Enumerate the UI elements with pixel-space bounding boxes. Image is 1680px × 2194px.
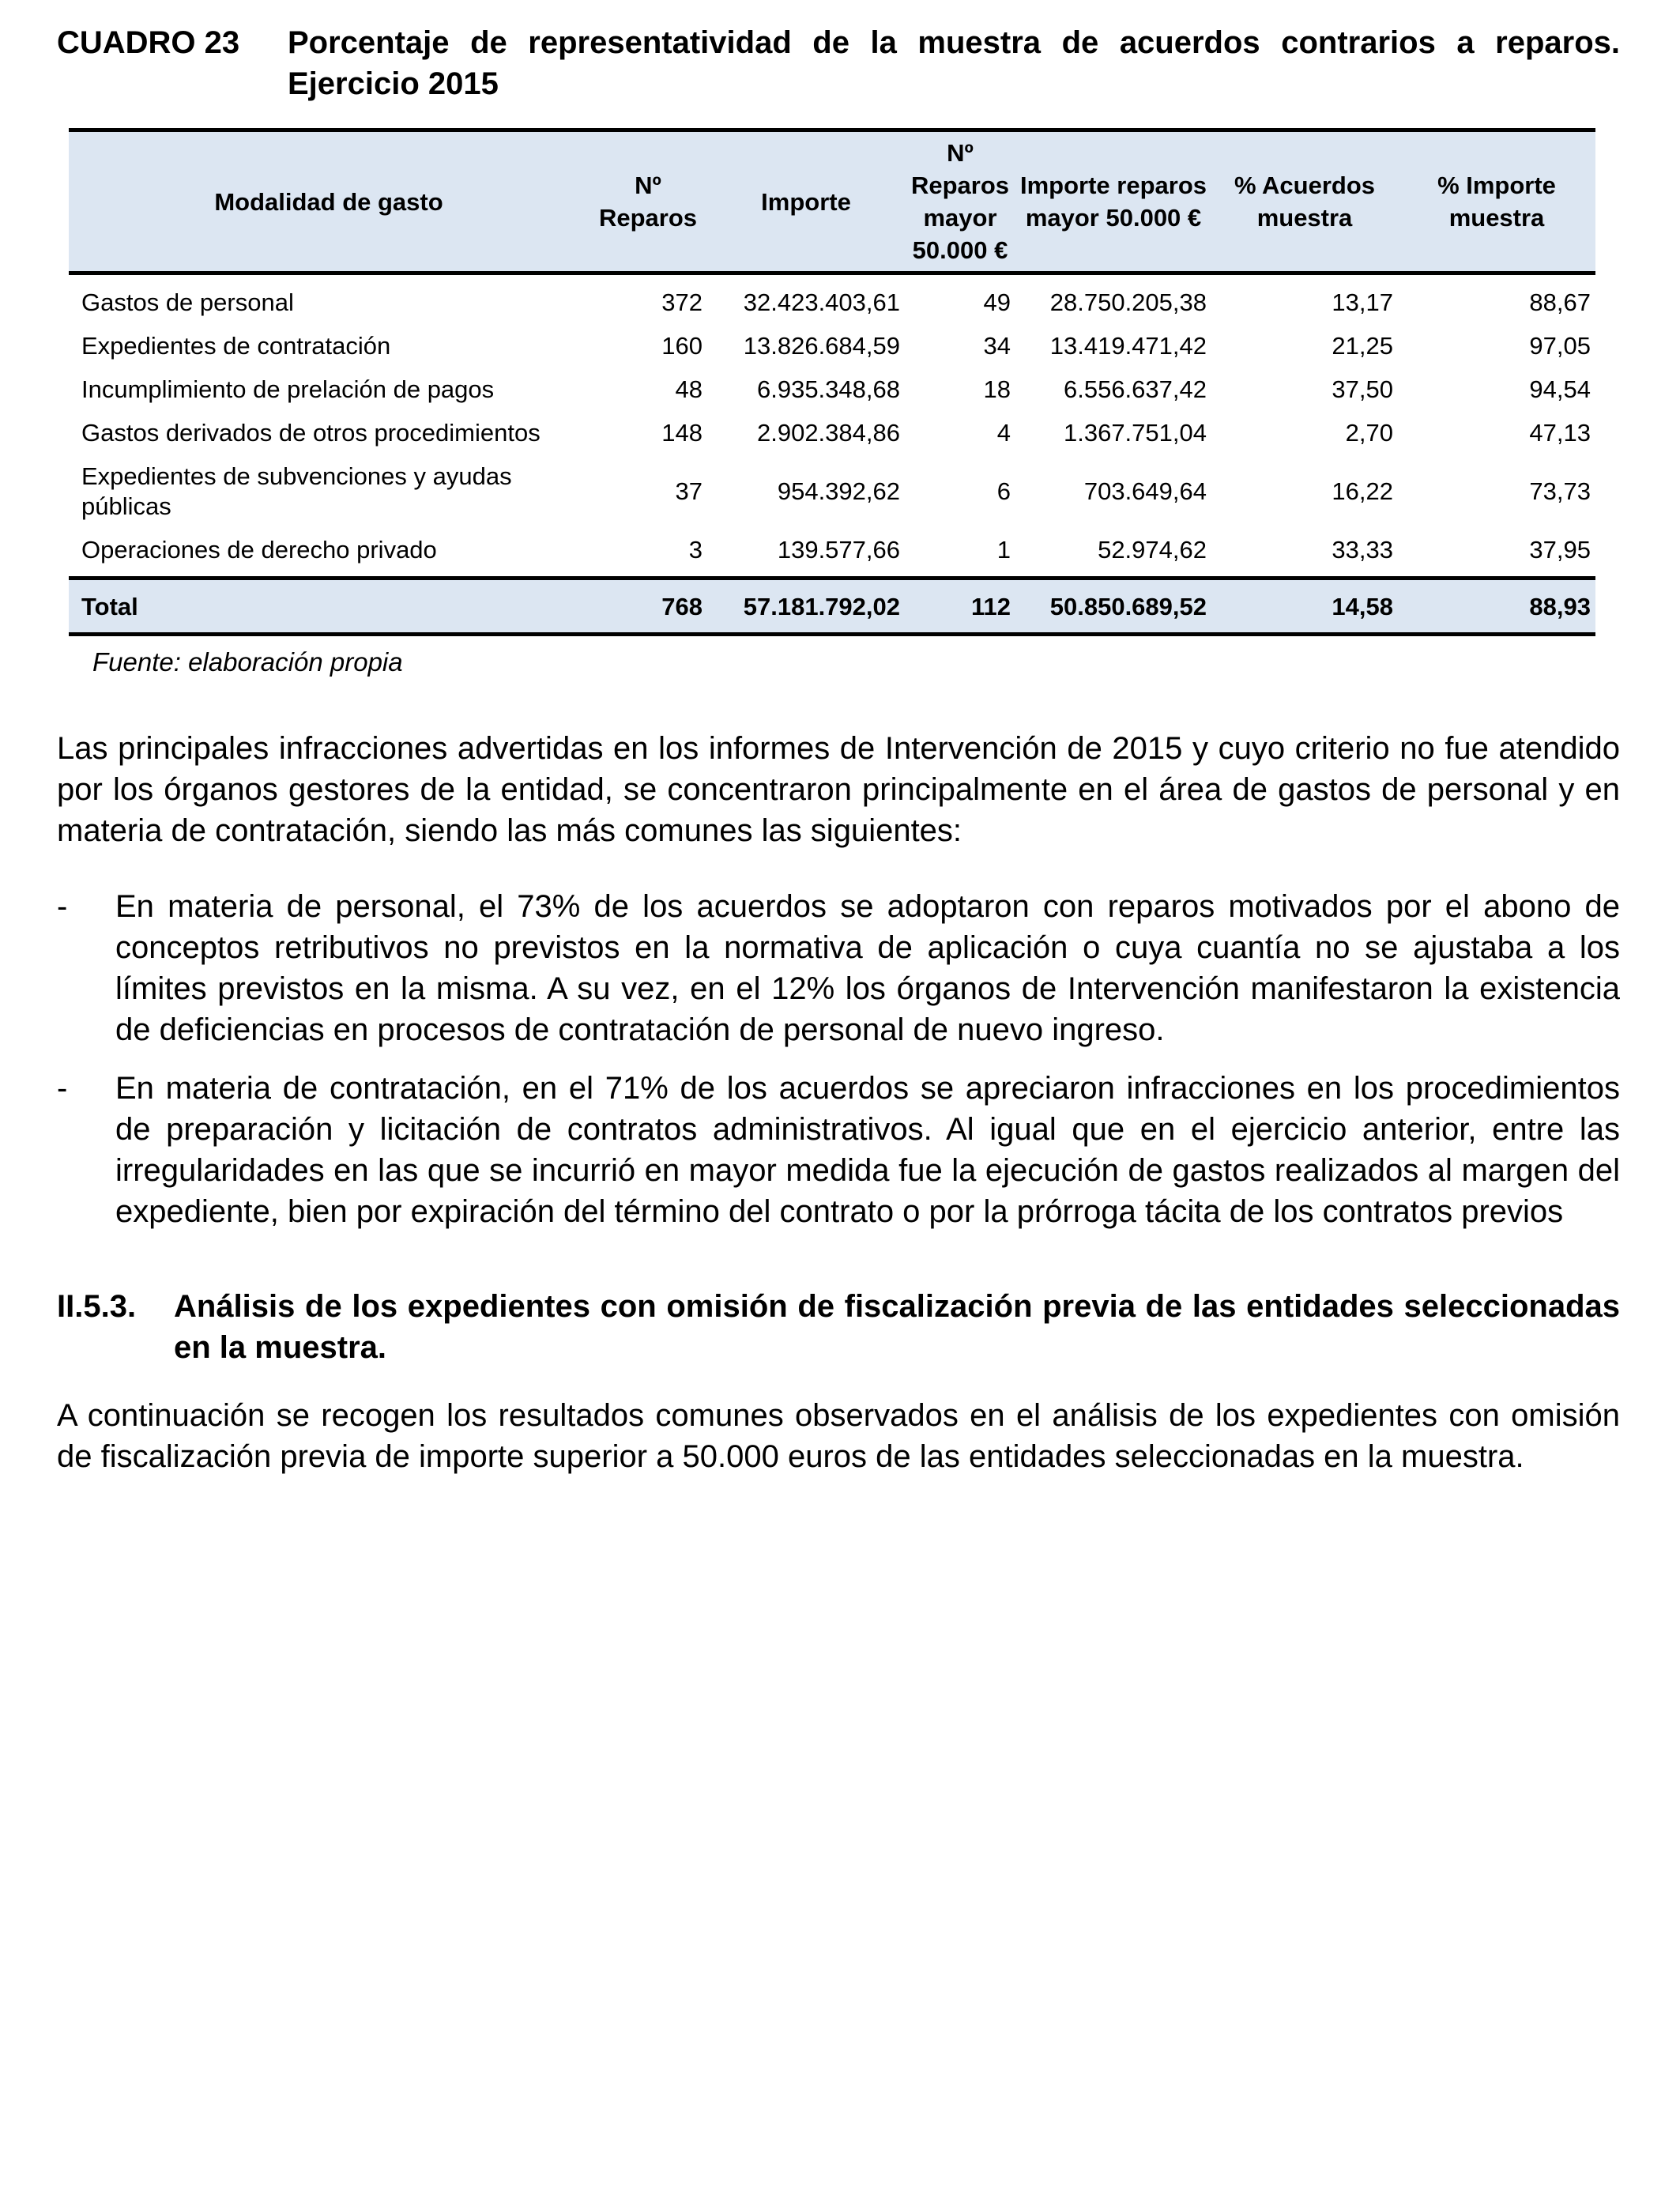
header-modalidad: Modalidad de gasto bbox=[69, 130, 589, 273]
cell-pct-acuerdos: 2,70 bbox=[1345, 419, 1393, 447]
cell-pct-importe: 88,67 bbox=[1529, 288, 1591, 316]
caption-label: CUADRO 23 bbox=[57, 25, 240, 60]
cell-pct-importe: 94,54 bbox=[1529, 375, 1591, 403]
table-footer bbox=[69, 579, 1595, 635]
cell-n-reparos-mayor: 49 bbox=[983, 288, 1011, 316]
header-importe: Importe bbox=[707, 130, 905, 273]
cell-n-reparos-mayor: 34 bbox=[983, 332, 1011, 360]
cell-pct-acuerdos: 16,22 bbox=[1332, 477, 1393, 505]
cell-importe: 2.902.384,86 bbox=[756, 419, 900, 447]
data-table-container bbox=[69, 128, 1595, 679]
bullet-item bbox=[57, 886, 1620, 1050]
bullet-text: En materia de contratación, en el 71% de los acuerdos se apreciaron infracciones en los procedimientos de preparación y licitación de contratos administrativos. Al igual que en el ejercicio anterior, entre las irregularidades en las que se incurrió en mayor medida fue la ejecución de gastos realizados al margen del expediente, bien por expiración del término del contrato o por la prórroga tácita de los contratos previos bbox=[115, 1071, 1620, 1229]
header-n-reparos: Nº Reparos bbox=[589, 130, 707, 273]
cell-n-reparos: 148 bbox=[661, 419, 703, 447]
cell-n-reparos: 37 bbox=[675, 477, 703, 505]
table-row bbox=[69, 527, 1595, 579]
bullet-text: En materia de personal, el 73% de los acuerdos se adoptaron con reparos motivados por el abono de conceptos retributivos no previstos en la normativa de aplicación o cuya cuantía no se ajustaba a los límites previstos en la misma. A su vez, en el 12% los órganos de Intervención manifestaron la existencia de deficiencias en procesos de contratación de personal de nuevo ingreso. bbox=[115, 889, 1620, 1047]
cell-n-reparos-mayor: 6 bbox=[996, 477, 1011, 505]
cell-n-reparos: 372 bbox=[661, 288, 703, 316]
cell-n-reparos-mayor: 1 bbox=[996, 536, 1011, 564]
total-label: Total bbox=[69, 579, 589, 635]
bullet-dash: - bbox=[57, 1071, 68, 1106]
section-heading bbox=[57, 1286, 1620, 1368]
bullet-list bbox=[57, 886, 1620, 1232]
cell-importe-mayor: 28.750.205,38 bbox=[1049, 288, 1207, 316]
cell-name: Gastos de personal bbox=[81, 288, 294, 316]
table-body bbox=[69, 273, 1595, 579]
section-title: Análisis de los expedientes con omisión de fiscalización previa de las entidades seleccionadas en la muestra. bbox=[174, 1289, 1620, 1365]
cell-pct-importe: 37,95 bbox=[1529, 536, 1591, 564]
cell-pct-acuerdos: 21,25 bbox=[1332, 332, 1393, 360]
table-row bbox=[69, 410, 1595, 454]
cell-importe: 139.577,66 bbox=[777, 536, 900, 564]
bullet-item bbox=[57, 1068, 1620, 1232]
cell-pct-importe: 47,13 bbox=[1529, 419, 1591, 447]
total-pct-importe: 88,93 bbox=[1398, 579, 1595, 635]
cell-pct-acuerdos: 13,17 bbox=[1332, 288, 1393, 316]
cell-pct-importe: 97,05 bbox=[1529, 332, 1591, 360]
header-pct-acuerdos: % Acuerdos muestra bbox=[1211, 130, 1398, 273]
table-caption bbox=[57, 22, 1620, 104]
total-n-reparos-mayor: 112 bbox=[905, 579, 1015, 635]
cell-pct-acuerdos: 37,50 bbox=[1332, 375, 1393, 403]
total-row bbox=[69, 579, 1595, 635]
cell-importe: 13.826.684,59 bbox=[743, 332, 900, 360]
table-header bbox=[69, 130, 1595, 273]
cell-n-reparos: 160 bbox=[661, 332, 703, 360]
cell-importe: 954.392,62 bbox=[777, 477, 900, 505]
paragraph-intro: Las principales infracciones advertidas en los informes de Intervención de 2015 y cuyo criterio no fue atendido por los órganos gestores de la entidad, se concentraron principalmente en el área de gastos de personal y en materia de contratación, siendo las más comunes las siguientes: bbox=[57, 731, 1620, 848]
cell-importe-mayor: 6.556.637,42 bbox=[1063, 375, 1207, 403]
bullet-dash: - bbox=[57, 889, 68, 924]
cell-n-reparos-mayor: 4 bbox=[996, 419, 1011, 447]
cell-name: Incumplimiento de prelación de pagos bbox=[81, 375, 495, 403]
cell-importe-mayor: 13.419.471,42 bbox=[1049, 332, 1207, 360]
header-importe-reparos-mayor: Importe reparos mayor 50.000 € bbox=[1015, 130, 1211, 273]
cell-n-reparos: 3 bbox=[688, 536, 703, 564]
cell-name: Expedientes de contratación bbox=[81, 332, 391, 360]
cell-pct-importe: 73,73 bbox=[1529, 477, 1591, 505]
table-row bbox=[69, 367, 1595, 410]
table-header-row bbox=[69, 130, 1595, 273]
cell-name: Gastos derivados de otros procedimientos bbox=[81, 419, 541, 447]
table-row bbox=[69, 323, 1595, 367]
paragraph-closing: A continuación se recogen los resultados comunes observados en el análisis de los expedientes con omisión de fiscalización previa de importe superior a 50.000 euros de las entidades seleccionadas en la muestra. bbox=[57, 1398, 1620, 1474]
table-row bbox=[69, 273, 1595, 324]
table-source-note: Fuente: elaboración propia bbox=[92, 647, 403, 677]
total-importe-mayor: 50.850.689,52 bbox=[1015, 579, 1211, 635]
total-pct-acuerdos: 14,58 bbox=[1211, 579, 1398, 635]
cell-n-reparos: 48 bbox=[675, 375, 703, 403]
cell-n-reparos-mayor: 18 bbox=[983, 375, 1011, 403]
cell-importe-mayor: 1.367.751,04 bbox=[1063, 419, 1207, 447]
total-importe: 57.181.792,02 bbox=[707, 579, 905, 635]
cell-importe: 32.423.403,61 bbox=[743, 288, 900, 316]
data-table bbox=[69, 128, 1595, 636]
cell-importe-mayor: 52.974,62 bbox=[1098, 536, 1207, 564]
section-number: II.5.3. bbox=[57, 1289, 137, 1324]
total-n-reparos: 768 bbox=[589, 579, 707, 635]
caption-title: Porcentaje de representatividad de la muestra de acuerdos contrarios a reparos. Ejercicio 2015 bbox=[288, 25, 1620, 101]
cell-name: Operaciones de derecho privado bbox=[81, 536, 437, 564]
cell-importe-mayor: 703.649,64 bbox=[1083, 477, 1207, 505]
cell-importe: 6.935.348,68 bbox=[756, 375, 900, 403]
header-n-reparos-mayor: Nº Reparos mayor 50.000 € bbox=[905, 130, 1015, 273]
table-row bbox=[69, 454, 1595, 527]
document-page bbox=[57, 22, 1620, 1477]
header-pct-importe: % Importe muestra bbox=[1398, 130, 1595, 273]
cell-pct-acuerdos: 33,33 bbox=[1332, 536, 1393, 564]
cell-name: Expedientes de subvenciones y ayudas públicas bbox=[81, 462, 512, 520]
